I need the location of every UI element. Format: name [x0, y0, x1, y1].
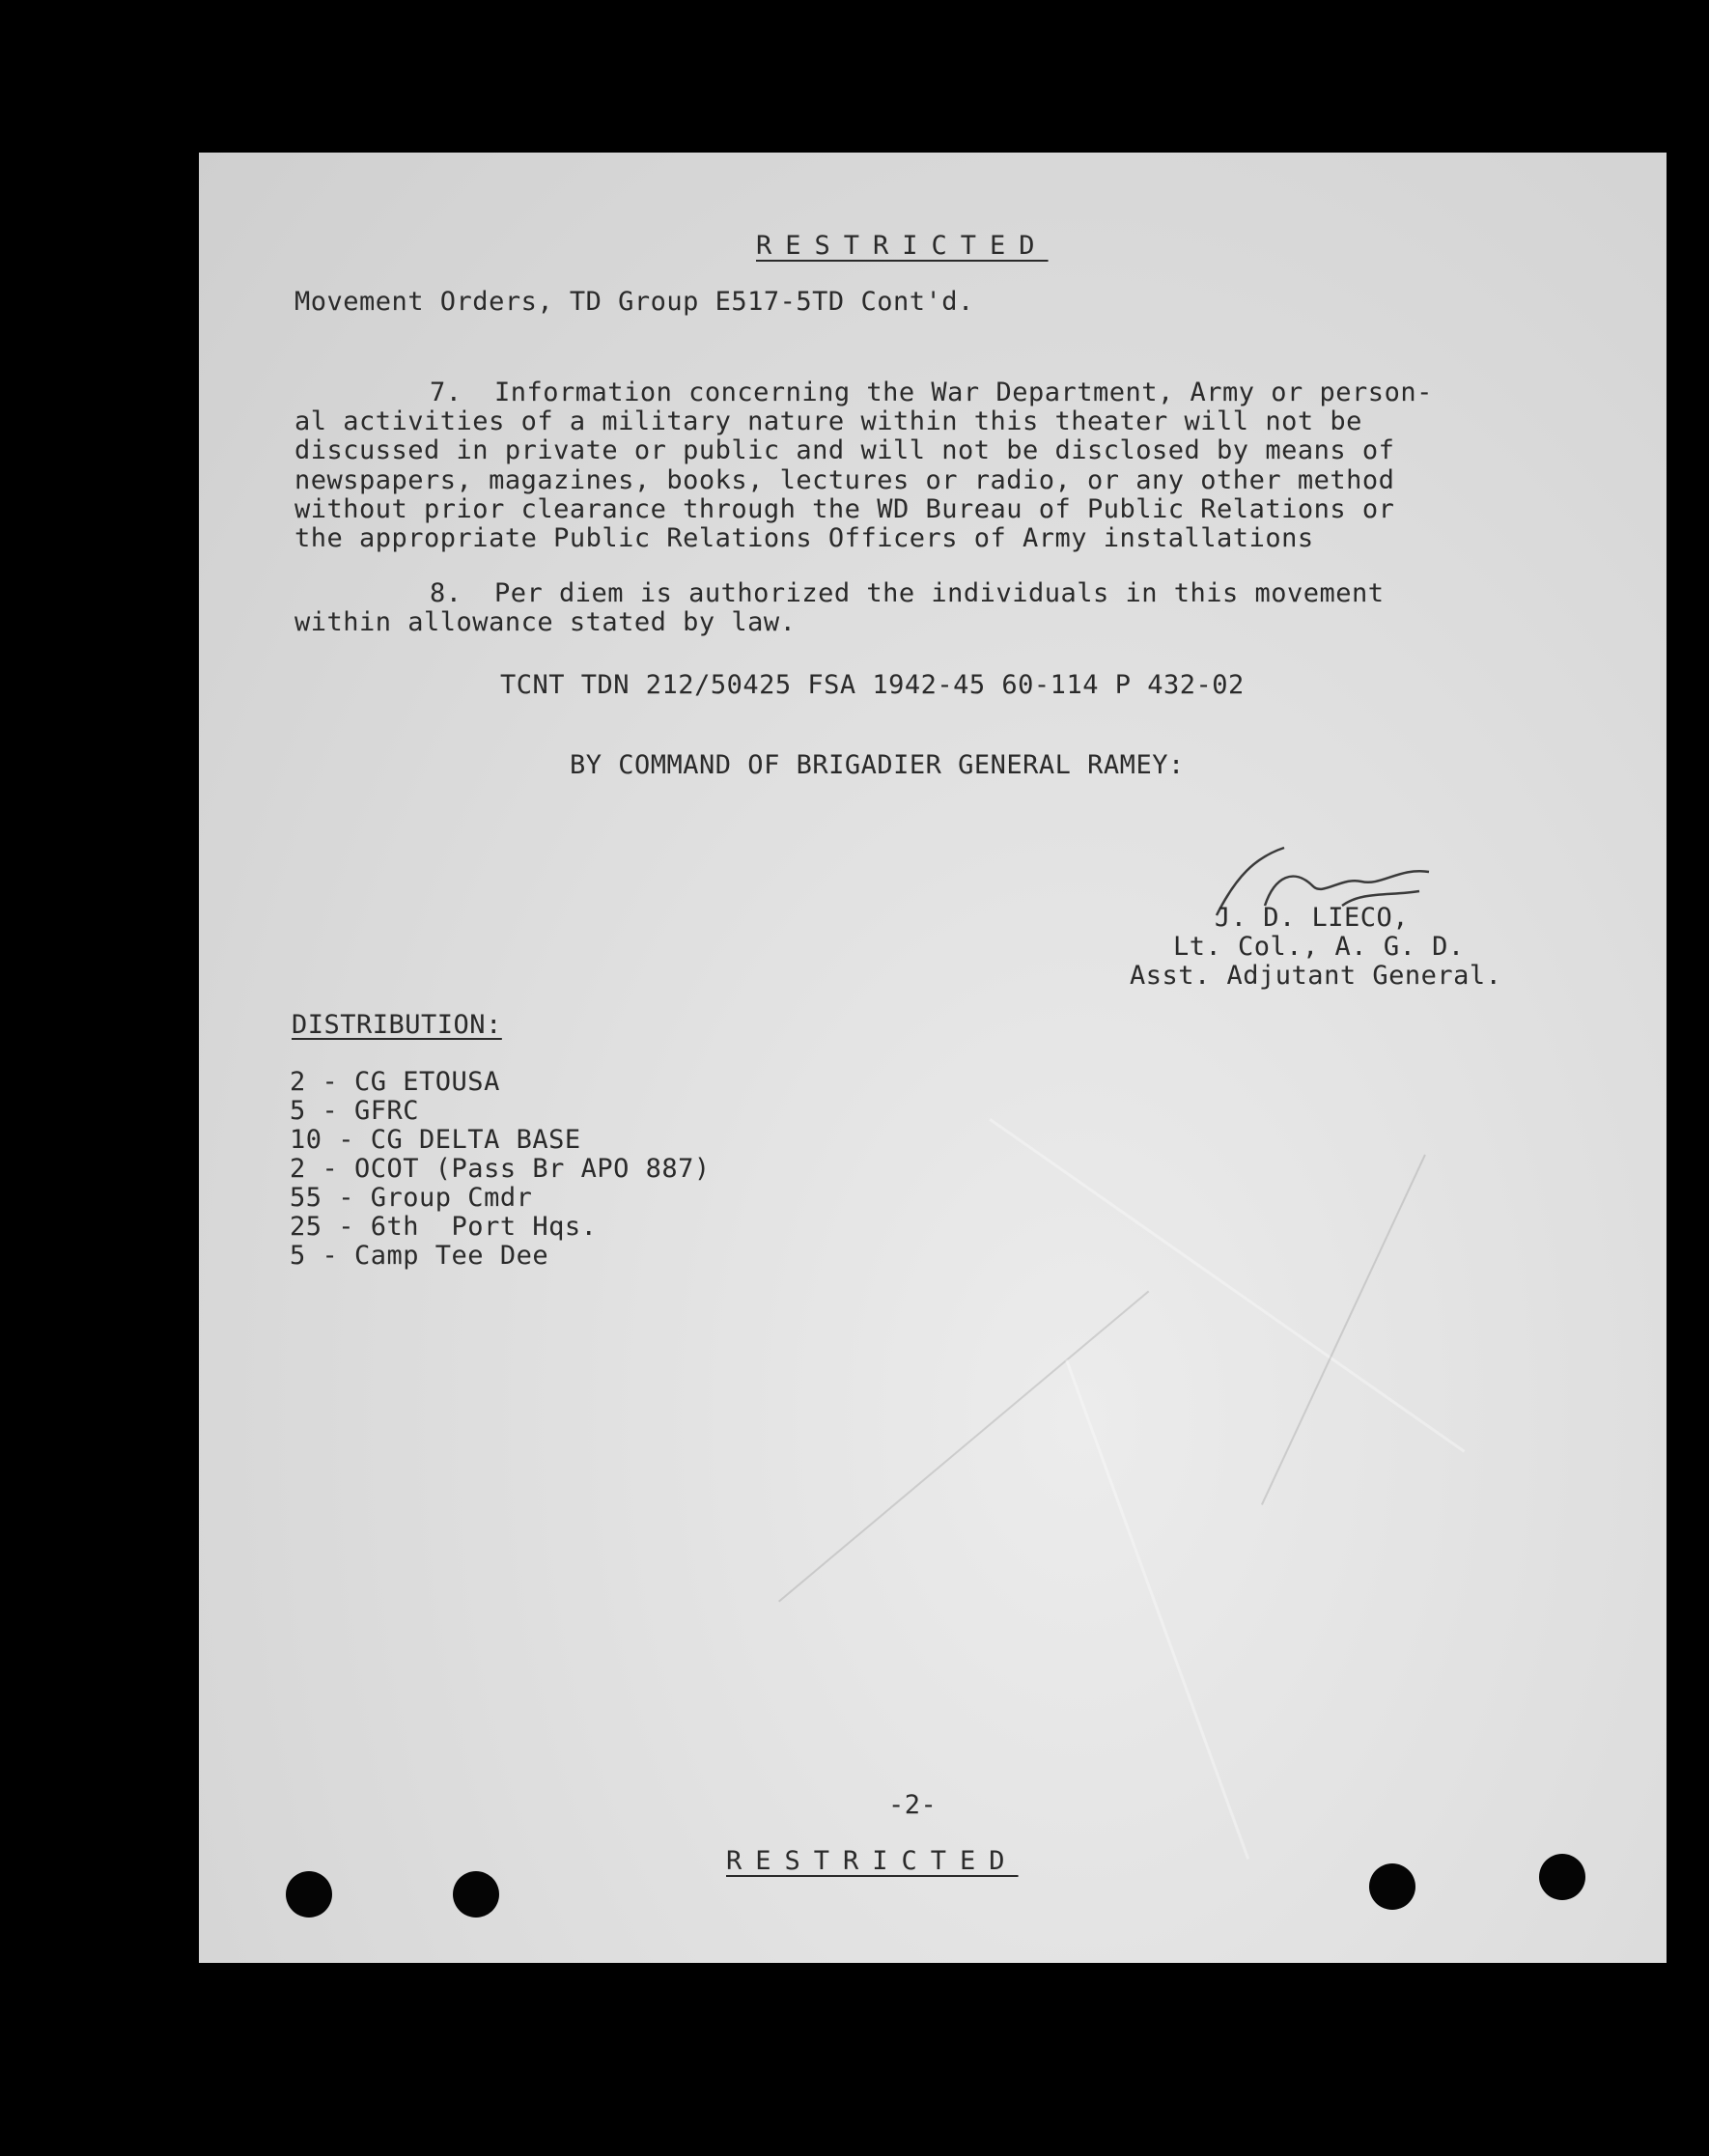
- paragraph-line: 7. Information concerning the War Department, Army or person-: [430, 378, 1433, 407]
- punch-hole: [1369, 1863, 1415, 1910]
- page-number: -2-: [888, 1790, 938, 1820]
- classification-footer: RESTRICTED: [726, 1846, 1019, 1876]
- paragraph-line: within allowance stated by law.: [294, 607, 797, 637]
- signer-name: J. D. LIECO,: [1215, 903, 1410, 933]
- fund-citation: TCNT TDN 212/50425 FSA 1942-45 60-114 P 432-02: [500, 670, 1245, 700]
- distribution-heading: DISTRIBUTION:: [292, 1010, 502, 1040]
- punch-hole: [453, 1871, 499, 1918]
- paragraph-line: the appropriate Public Relations Officers of Army installations: [294, 523, 1314, 553]
- list-item: 2 - OCOT (Pass Br APO 887): [290, 1154, 711, 1184]
- punch-hole: [1539, 1854, 1585, 1900]
- paper-crease: [989, 1118, 1465, 1453]
- list-item: 10 - CG DELTA BASE: [290, 1125, 581, 1155]
- list-item: 5 - Camp Tee Dee: [290, 1241, 549, 1271]
- paper-crease: [1261, 1154, 1426, 1504]
- signer-title: Asst. Adjutant General.: [1130, 961, 1502, 991]
- classification-header: RESTRICTED: [756, 231, 1049, 261]
- subject-line: Movement Orders, TD Group E517-5TD Cont'd.: [294, 287, 974, 317]
- paper-crease: [778, 1291, 1149, 1603]
- paragraph-line: without prior clearance through the WD Bureau of Public Relations or: [294, 494, 1395, 524]
- punch-hole: [286, 1871, 332, 1918]
- paragraph-line: 8. Per diem is authorized the individuals in this movement: [430, 578, 1385, 608]
- list-item: 2 - CG ETOUSA: [290, 1067, 500, 1097]
- list-item: 25 - 6th Port Hqs.: [290, 1212, 598, 1242]
- paper-crease: [1065, 1359, 1249, 1860]
- paragraph-line: al activities of a military nature within this theater will not be: [294, 406, 1362, 436]
- paragraph-line: newspapers, magazines, books, lectures or radio, or any other method: [294, 465, 1395, 495]
- signer-rank: Lt. Col., A. G. D.: [1173, 932, 1465, 962]
- command-line: BY COMMAND OF BRIGADIER GENERAL RAMEY:: [570, 750, 1185, 780]
- paragraph-line: discussed in private or public and will not be disclosed by means of: [294, 435, 1395, 465]
- list-item: 55 - Group Cmdr: [290, 1183, 533, 1213]
- list-item: 5 - GFRC: [290, 1096, 420, 1126]
